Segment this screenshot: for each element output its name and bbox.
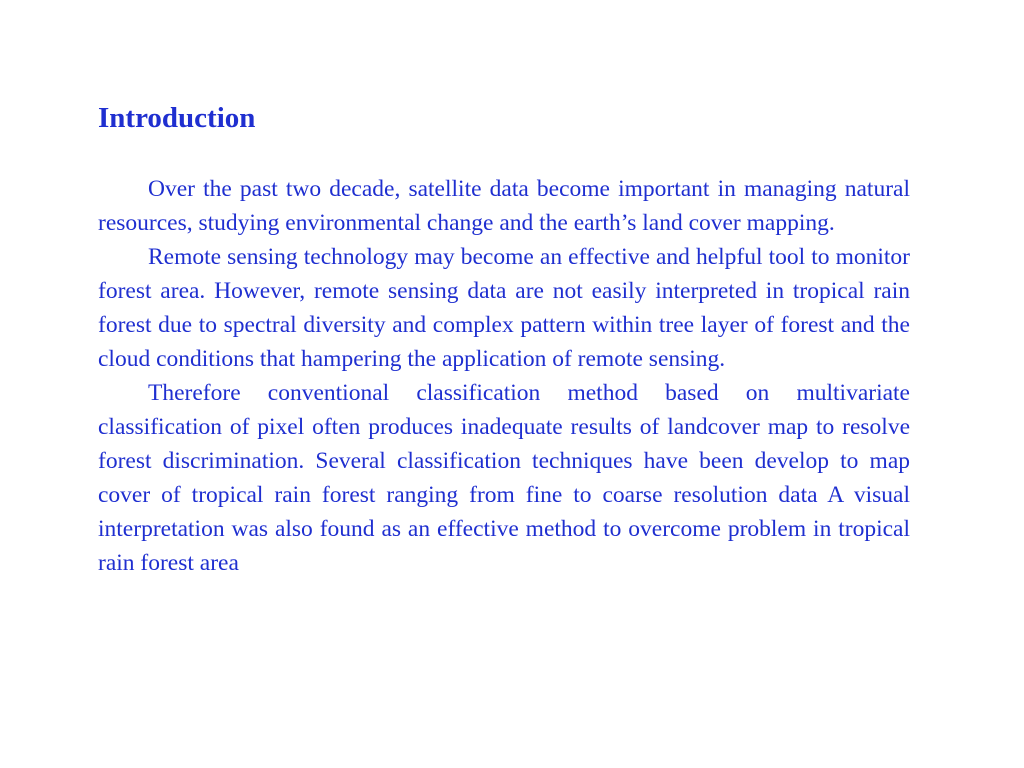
slide-title: Introduction xyxy=(98,102,256,134)
slide-body xyxy=(98,172,910,580)
paragraph-remote-sensing: Remote sensing technology may become an effective and helpful tool to monitor forest area. However, remote sensing data are not easily interpreted in tropical rain forest due to spectral diversity and complex pattern within tree layer of forest and the cloud conditions that hampering the application of remote sensing. xyxy=(98,244,910,372)
paragraph-satellite-data: Over the past two decade, satellite data become important in managing natural resources, studying environmental change and the earth’s land cover mapping. xyxy=(98,176,910,236)
slide-content xyxy=(98,98,910,580)
paragraph-classification-methods: Therefore conventional classification method based on multivariate classification of pixel often produces inadequate results of landcover map to resolve forest discrimination. Several classification techniques have been develop to map cover of tropical rain forest ranging from fine to coarse resolution data A visual interpretation was also found as an effective method to overcome problem in tropical rain forest area xyxy=(98,380,910,576)
